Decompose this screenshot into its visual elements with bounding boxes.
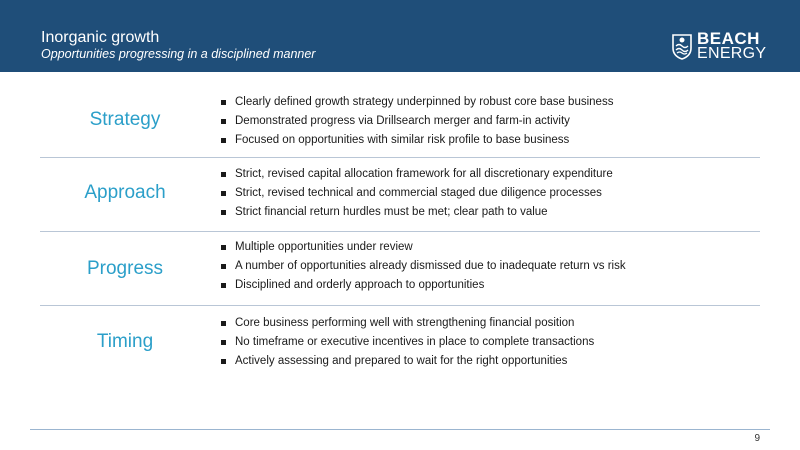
bullet-item: Multiple opportunities under review <box>218 238 626 257</box>
logo-mark-icon <box>670 32 694 60</box>
bullet-item: Strict, revised technical and commercial staged due diligence processes <box>218 184 613 203</box>
section-label: Timing <box>96 331 154 352</box>
header-bar <box>0 0 800 72</box>
section-divider <box>40 305 760 306</box>
section-approach <box>40 165 760 225</box>
bullet-item: A number of opportunities already dismissed due to inadequate return vs risk <box>218 257 626 276</box>
bullet-item: Strict financial return hurdles must be met; clear path to value <box>218 203 613 222</box>
slide-subtitle: Opportunities progressing in a disciplined manner <box>41 47 316 61</box>
section-timing <box>40 314 760 374</box>
section-label: Approach <box>84 182 166 203</box>
bullet-item: No timeframe or executive incentives in place to complete transactions <box>218 333 594 352</box>
bullet-item: Core business performing well with strengthening financial position <box>218 314 594 333</box>
logo-word-energy: ENERGY <box>697 45 767 62</box>
bullet-item: Strict, revised capital allocation framework for all discretionary expenditure <box>218 165 613 184</box>
footer-divider <box>30 429 770 430</box>
section-divider <box>40 157 760 158</box>
section-divider <box>40 231 760 232</box>
beach-energy-logo <box>670 30 772 64</box>
section-progress <box>40 238 760 298</box>
bullet-list <box>218 165 613 222</box>
section-label: Progress <box>86 258 164 279</box>
logo-word-beach: BEACH <box>697 29 760 48</box>
bullet-item: Actively assessing and prepared to wait for the right opportunities <box>218 352 594 371</box>
bullet-list <box>218 93 613 150</box>
section-label: Strategy <box>89 109 161 130</box>
bullet-item: Disciplined and orderly approach to opportunities <box>218 276 626 295</box>
bullet-item: Clearly defined growth strategy underpinned by robust core base business <box>218 93 613 112</box>
section-strategy <box>40 93 760 153</box>
bullet-list <box>218 314 594 371</box>
bullet-item: Demonstrated progress via Drillsearch merger and farm-in activity <box>218 112 613 131</box>
bullet-item: Focused on opportunities with similar risk profile to base business <box>218 131 613 150</box>
slide-title: Inorganic growth <box>41 29 160 46</box>
page-number: 9 <box>754 433 760 444</box>
bullet-list <box>218 238 626 295</box>
